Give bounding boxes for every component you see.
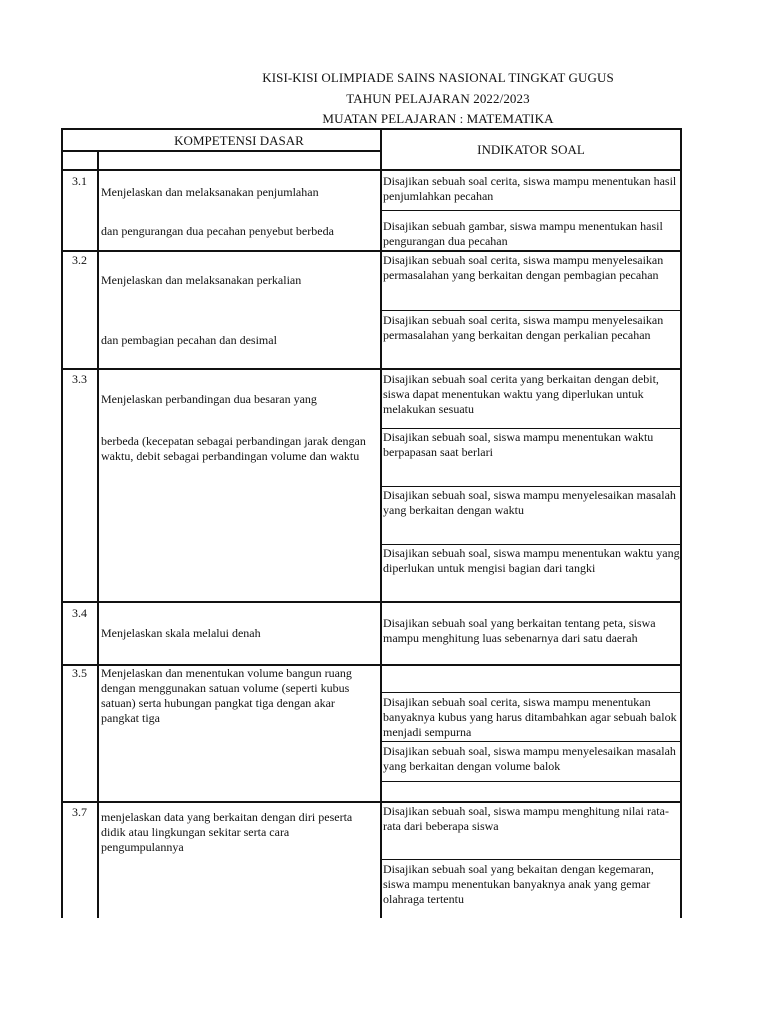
doc-title-line2: TAHUN PELAJARAN 2022/2023 — [346, 91, 530, 106]
indicator-text: Disajikan sebuah soal cerita yang berkaitan dengan debit, siswa dapat menentukan waktu yang diperlukan untuk melakukan sesuatu — [383, 372, 659, 416]
kd-number: 3.1 — [72, 174, 87, 188]
kd-number: 3.2 — [72, 253, 87, 267]
kd-number: 3.4 — [72, 606, 87, 620]
kd-number: 3.5 — [72, 666, 87, 680]
doc-title-line1: KISI-KISI OLIMPIADE SAINS NASIONAL TINGKAT GUGUS — [262, 70, 614, 85]
indicator-text: Disajikan sebuah soal, siswa mampu menentukan waktu berpapasan saat berlari — [383, 430, 654, 459]
kd-text: menjelaskan data yang berkaitan dengan diri peserta didik atau lingkungan sekitar serta cara pengumpulannya — [101, 810, 353, 854]
indicator-text: Disajikan sebuah soal, siswa mampu menyelesaikan masalah yang berkaitan dengan volume balok — [383, 744, 676, 773]
kd-number: 3.3 — [72, 372, 87, 386]
indicator-text: Disajikan sebuah soal yang bekaitan dengan kegemaran, siswa mampu menentukan banyaknya anak yang gemar olahraga tertentu — [383, 862, 654, 906]
kd-text: Menjelaskan perbandingan dua besaran yang — [101, 392, 317, 406]
header-kompetensi-dasar: KOMPETENSI DASAR — [174, 133, 304, 148]
kd-text: dan pengurangan dua pecahan penyebut berbeda — [101, 224, 334, 238]
indicator-text: Disajikan sebuah soal cerita, siswa mampu menyelesaikan permasalahan yang berkaitan dengan pembagian pecahan — [383, 253, 664, 282]
indicator-text: Disajikan sebuah soal, siswa mampu menyelesaikan masalah yang berkaitan dengan waktu — [383, 488, 676, 517]
kd-text: Menjelaskan dan melaksanakan penjumlahan — [101, 185, 319, 199]
indicator-text: Disajikan sebuah soal cerita, siswa mampu menyelesaikan permasalahan yang berkaitan dengan perkalian pecahan — [383, 313, 664, 342]
indicator-text: Disajikan sebuah soal, siswa mampu menentukan waktu yang diperlukan untuk mengisi bagian dari tangki — [383, 546, 680, 575]
kd-text: Menjelaskan dan melaksanakan perkalian — [101, 273, 302, 287]
indicator-text: Disajikan sebuah soal cerita, siswa mampu menentukan hasil penjumlahkan pecahan — [383, 174, 677, 203]
header-indikator-soal: INDIKATOR SOAL — [477, 142, 585, 157]
indicator-text: Disajikan sebuah soal cerita, siswa mampu menentukan banyaknya kubus yang harus ditambahkan agar sebuah balok menjadi sempurna — [383, 695, 677, 739]
kd-number: 3.7 — [72, 805, 87, 819]
indicator-text: Disajikan sebuah gambar, siswa mampu menentukan hasil pengurangan dua pecahan — [383, 219, 663, 248]
indicator-text: Disajikan sebuah soal, siswa mampu menghitung nilai rata-rata dari beberapa siswa — [383, 804, 669, 833]
kd-text: berbeda (kecepatan sebagai perbandingan jarak dengan waktu, debit sebagai perbandingan volume dan waktu — [101, 434, 366, 463]
doc-title-line3: MUATAN PELAJARAN : MATEMATIKA — [322, 111, 554, 126]
kd-text: dan pembagian pecahan dan desimal — [101, 333, 277, 347]
kd-text: Menjelaskan skala melalui denah — [101, 626, 261, 640]
kd-text: Menjelaskan dan menentukan volume bangun ruang dengan menggunakan satuan volume (seperti kubus satuan) serta hubungan pangkat tiga dengan akar pangkat tiga — [101, 666, 352, 725]
indicator-text: Disajikan sebuah soal yang berkaitan tentang peta, siswa mampu menghitung luas sebenarnya dari satu daerah — [383, 616, 656, 645]
